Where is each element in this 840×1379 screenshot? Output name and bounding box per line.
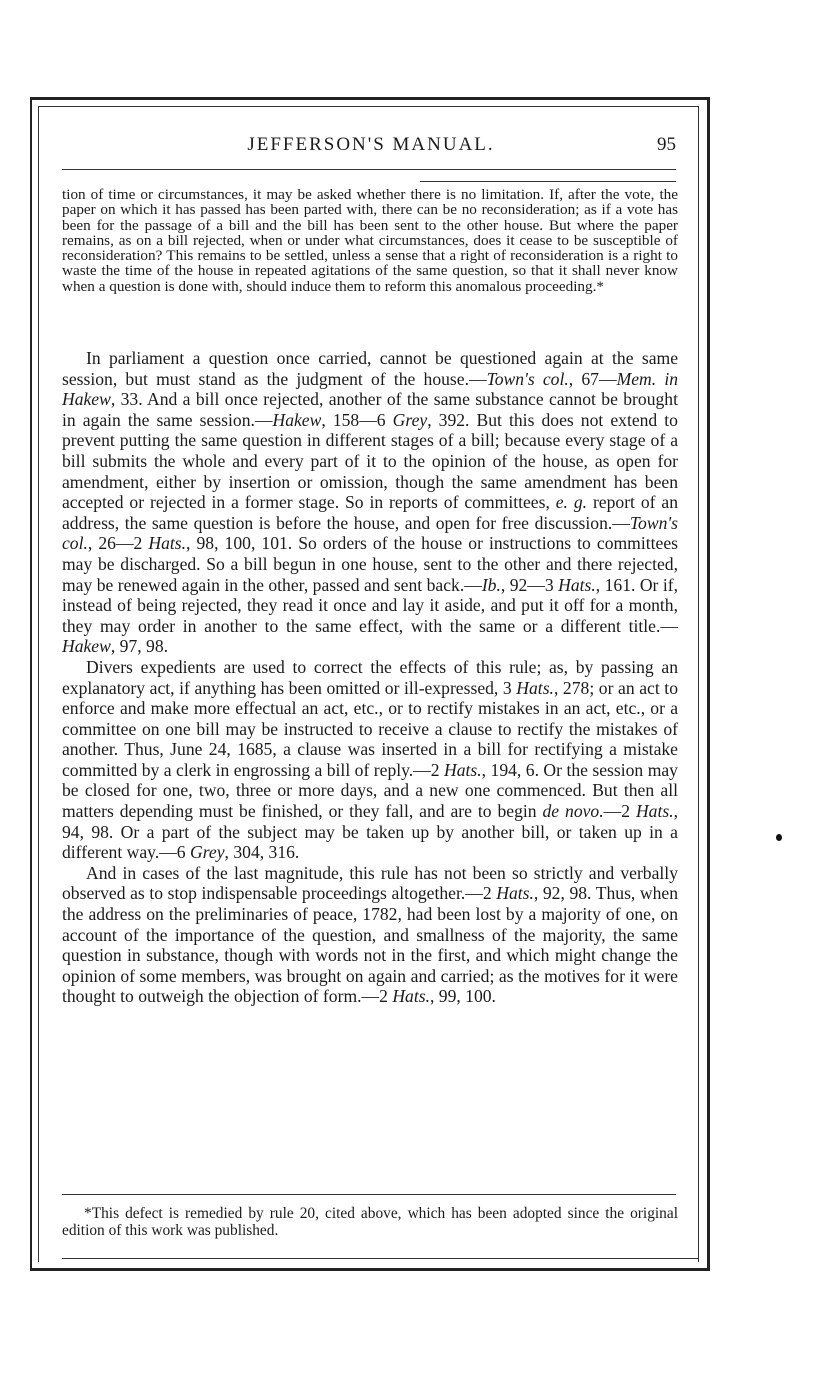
footnote-text: *This defect is remedied by rule 20, cited above, which has been adopted since the original edition of this work was published.	[62, 1205, 678, 1239]
outer-frame-left	[30, 97, 32, 1271]
ink-speck	[776, 834, 782, 841]
running-head	[62, 128, 680, 158]
running-title: JEFFERSON'S MANUAL.	[247, 134, 495, 155]
footnote-rule	[62, 1194, 676, 1195]
header-short-rule	[420, 181, 676, 182]
page-number: 95	[657, 134, 676, 155]
paragraph-2: Divers expedients are used to correct the effects of this rule; as, by passing an explanatory act, if anything has been omitted or ill-expressed, 3 Hats., 278; or an act to enforce and make more effectual an act, etc., or to rectify mistakes in an act, etc., or a committee on one bill may be instructed to receive a clause to rectify the mistakes of another. Thus, June 24, 1685, a clause was inserted in a bill for rectifying a mistake committed by a clerk in engrossing a bill of reply.—2 Hats., 194, 6. Or the session may be closed for one, two, three or more days, and a new one commenced. But then all matters depending must be finished, or they fall, and are to begin de novo.—2 Hats., 94, 98. Or a part of the subject may be taken up by another bill, or taken up in a different way.—6 Grey, 304, 316.	[62, 656, 679, 863]
header-rule	[62, 169, 676, 170]
paragraph-1: In parliament a question once carried, cannot be questioned again at the same session, but must stand as the judgment of the house.—Town's col., 67—Mem. in Hakew, 33. And a bill once rejected, another of the same substance cannot be brought in again the same session.—Hakew, 158—6 Grey, 392. But this does not extend to prevent putting the same question in different stages of a bill; because every stage of a bill submits the whole and every part of it to the opinion of the house, as open for amendment, either by insertion or omission, though the same amendment has been accepted or rejected in a former stage. So in reports of committees, e. g. report of an address, the same question is before the house, and open for free discussion.—Town's col., 26—2 Hats., 98, 100, 101. So orders of the house or instructions to committees may be discharged. So a bill begun in one house, sent to the other and there rejected, may be renewed again in the other, passed and sent back.—Ib., 92—3 Hats., 161. Or if, instead of being rejected, they read it once and lay it aside, and put it off for a month, they may order in another to the same effect, with the same or a different title.—Hakew, 97, 98.	[62, 348, 679, 657]
paragraph-3: And in cases of the last magnitude, this rule has not been so strictly and verbally observed as to stop indispensable proceedings altogether.—2 Hats., 92, 98. Thus, when the address on the preliminaries of peace, 1782, had been lost by a majority of one, on account of the importance of the question, and smallness of the majority, the same question in substance, though with words not in the first, and which might change the opinion of some members, was brought on again and carried; as the motives for it were thought to outweigh the objection of form.—2 Hats., 99, 100.	[62, 862, 679, 1007]
carry-over-paragraph: tion of time or circumstances, it may be asked whether there is no limitation. If, after the vote, the paper on which it has passed has been parted with, there can be no reconsideration; as if a vote has been for the passage of a bill and the bill has been sent to the other house. But where the paper remains, as on a bill rejected, when or under what circumstances, does it cease to be susceptible of reconsideration? This remains to be settled, unless a sense that a right of reconsideration is a right to waste the time of the house in repeated agitations of the same question, so that it shall never know when a question is done with, should induce them to reform this anomalous proceeding.*	[62, 186, 678, 295]
inner-frame-right	[698, 106, 699, 1262]
main-text	[62, 348, 678, 1007]
outer-frame-bottom	[30, 1268, 710, 1271]
outer-frame-right	[707, 97, 710, 1271]
outer-frame-top	[30, 97, 710, 100]
inner-frame-left	[38, 106, 39, 1262]
footnote	[62, 1205, 678, 1239]
inner-frame-bottom	[62, 1258, 698, 1259]
inner-frame-top	[38, 106, 699, 107]
